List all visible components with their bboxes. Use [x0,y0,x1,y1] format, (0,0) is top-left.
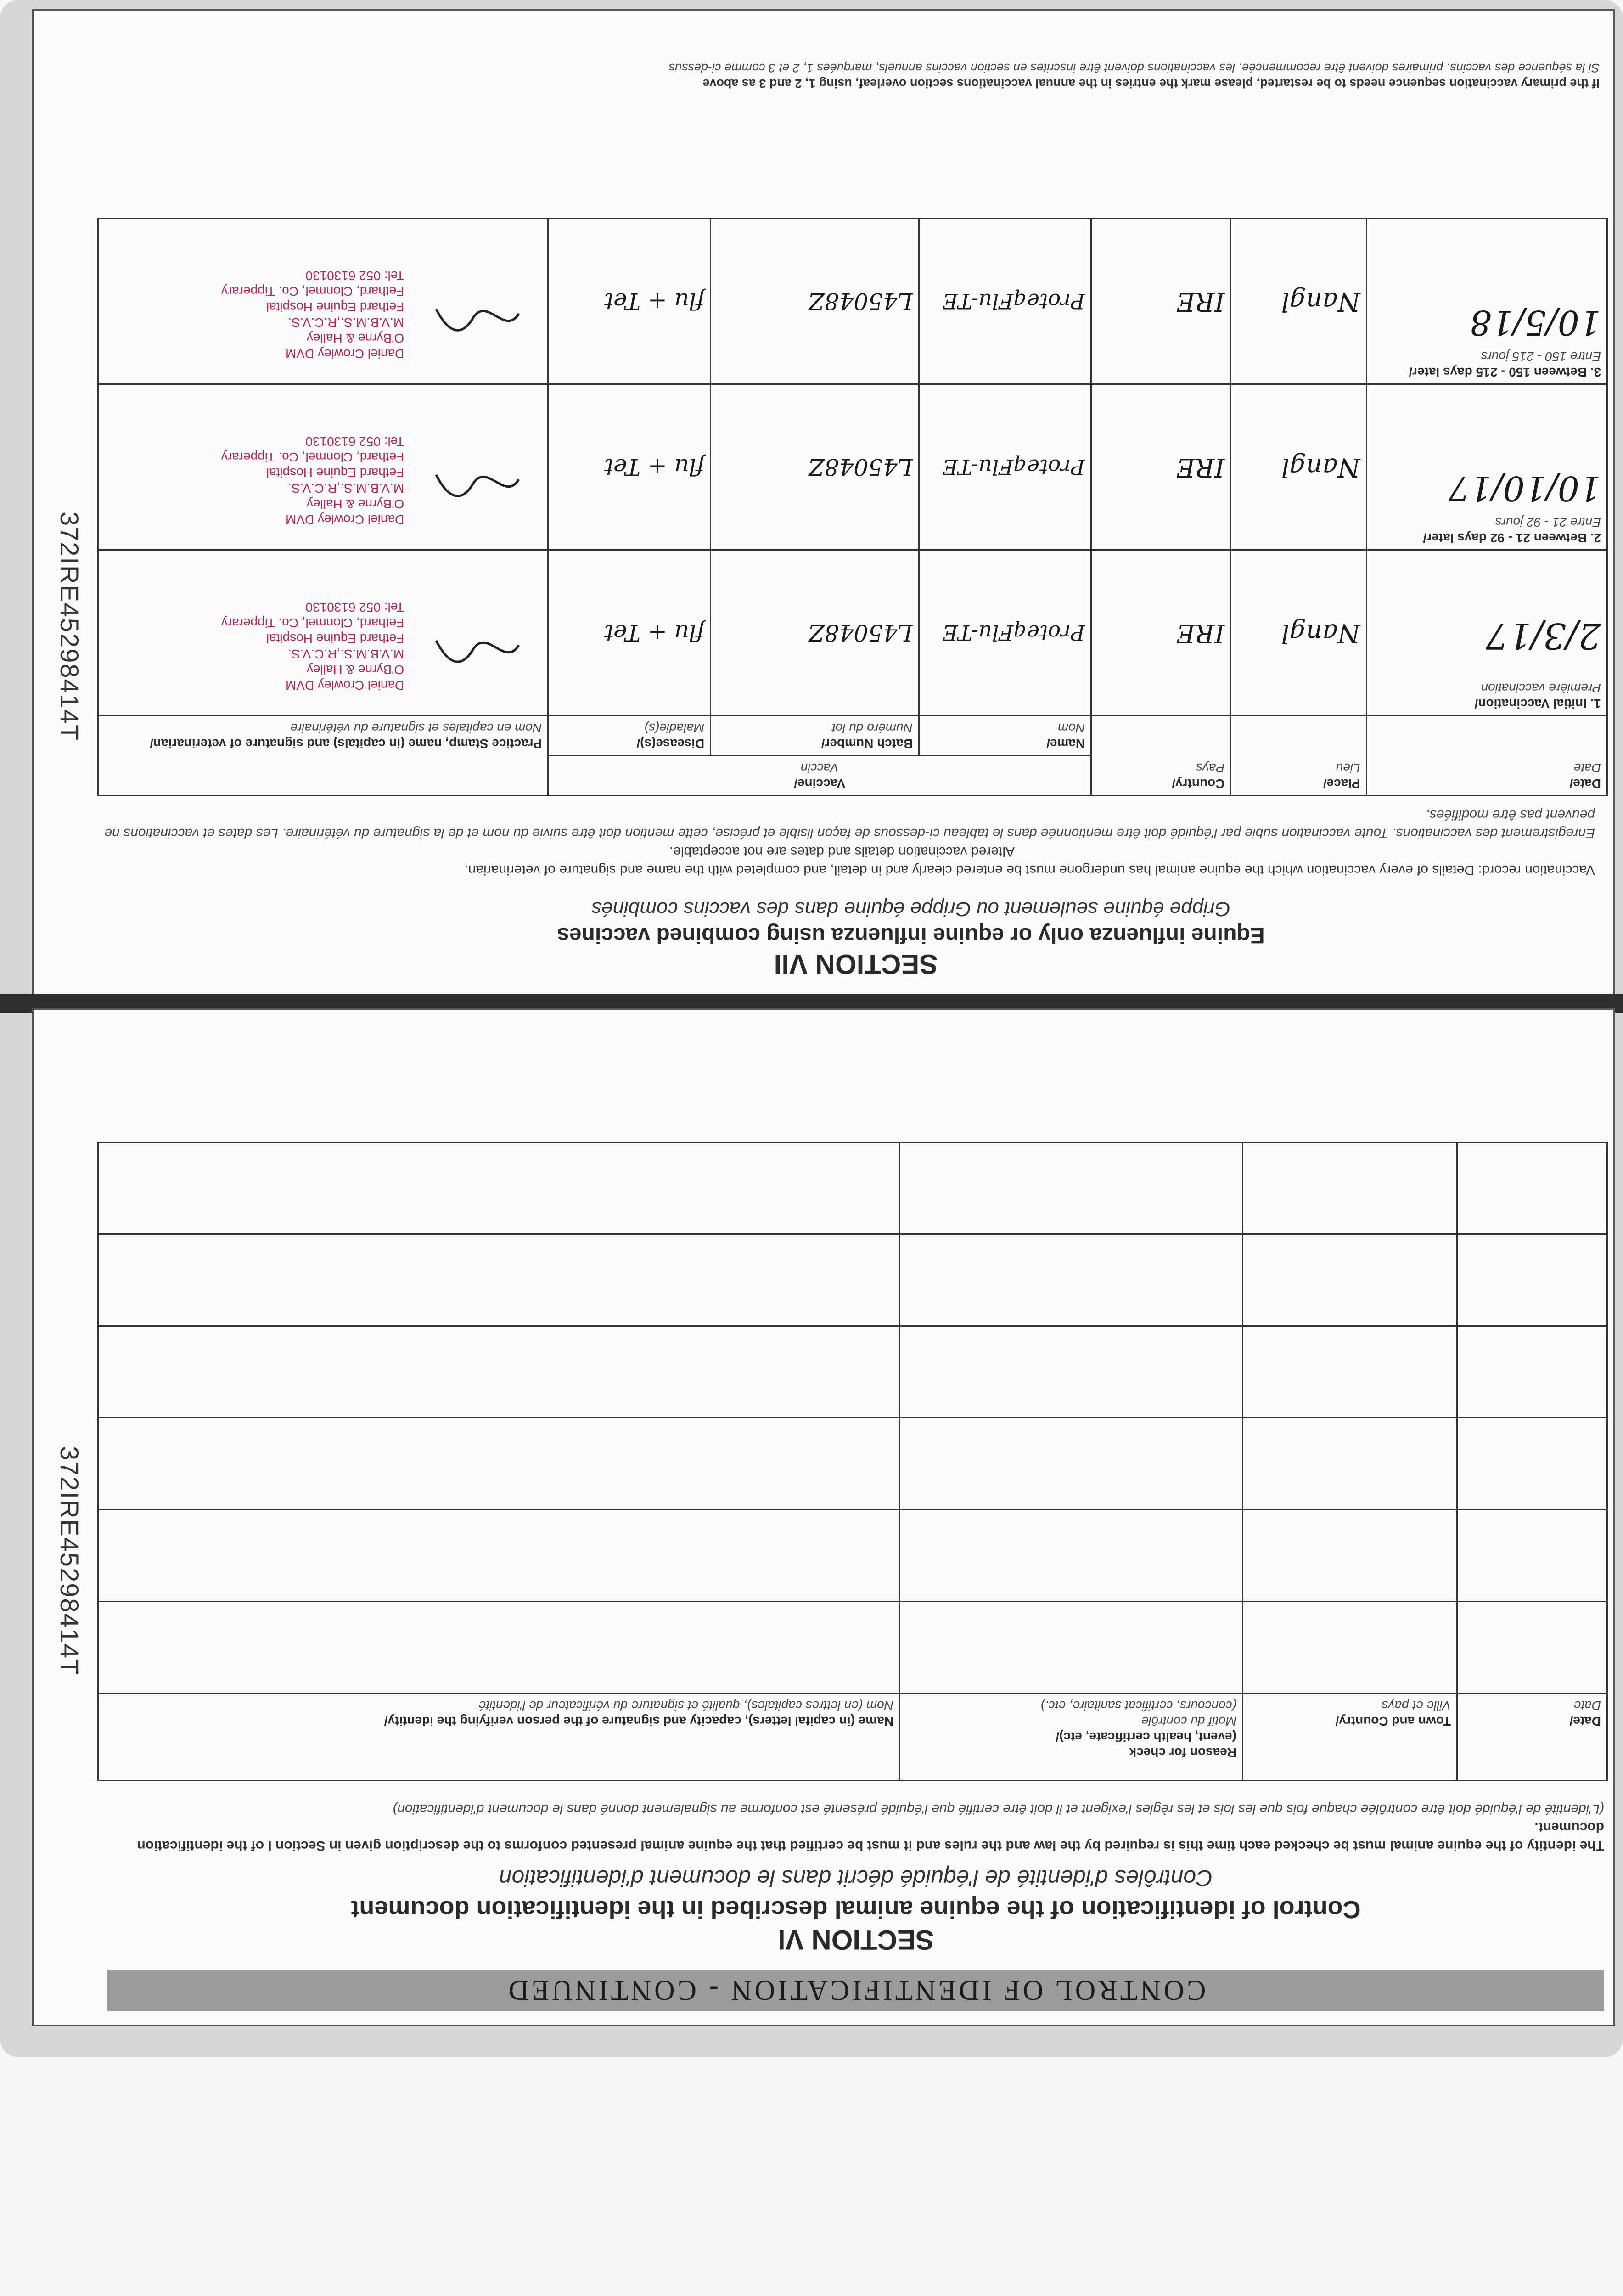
section-vi-title-fr: Contrôles d'identité de l'équidé décrit dans le document d'identification [499,1865,1213,1891]
empty-cell [1243,1326,1457,1418]
col-vaccine: Vaccine/ Vaccin [548,756,1091,796]
row-label: 1. Initial Vaccination/ [1474,697,1601,711]
vaccination-country: IRE [1091,219,1231,384]
row-label: 3. Between 150 - 215 days later/ [1409,365,1601,379]
section-vii-footnote-en: If the primary vaccination sequence needs to be restarted, please mark the entries in the annual vaccinations section overleaf, using 1, 2 and 3 as above [702,77,1600,90]
vet-stamp: Daniel Crowley DVM O'Byrne & Halley M.V.B.M.S.,R.C.V.S. Fethard Equine Hospital Fethard, Clonmel, Co. Tipperary Tel: 052 6130130 [98,219,548,384]
empty-cell [1457,1234,1607,1326]
row-label-fr: Entre 150 - 215 jours [1481,349,1601,364]
section-vi-intro [89,1800,1604,1855]
section-vii-intro-altered: Altered vaccination details and dates are not acceptable. [669,844,1015,859]
empty-cell [1243,1602,1457,1694]
section-vii-intro [89,805,1595,879]
section-vi-intro-en: The identity of the equine animal must be checked each time this is required by the law and the rules and it must be certified that the equine animal presented conforms to the description given in Section I of the identification document. [137,1820,1604,1853]
vaccine-name: ProteqFlu-TE [919,550,1091,716]
identity-check-header-row [98,1694,1607,1781]
row-date-cell [1366,219,1607,384]
vaccination-place: Nangl [1231,384,1366,550]
vet-signature-icon [432,461,523,502]
vaccination-table [97,218,1608,796]
row-date-cell [1366,550,1607,716]
vaccination-date: 10/5/18 [1470,303,1601,342]
row-label-fr: Entre 21 - 92 jours [1495,515,1601,529]
vaccine-name: ProteqFlu-TE [919,384,1091,550]
col-check-date: Date/ Date [1457,1694,1607,1781]
section-vi-heading: SECTION VI [777,1925,934,1955]
empty-cell [900,1142,1243,1234]
empty-cell [1457,1510,1607,1602]
col-batch: Batch Number/ Numéro du lot [711,716,919,756]
page-section-vii [32,9,1615,1000]
col-country: Country/ Pays [1091,716,1231,796]
col-place: Place/ Lieu [1231,716,1366,796]
col-disease: Disease(s)/ Maladie(s) [548,716,711,756]
vaccination-place: Nangl [1231,219,1366,384]
col-stamp: Practice Stamp, name (in capitals) and signature of veterinarian/ Nom en capitales et signature du vétérinaire [98,716,548,796]
document-id-lower: 372IRE45298414T [55,1446,84,1676]
empty-cell [1457,1142,1607,1234]
section-vii-title-fr: Grippe équine seulement ou Grippe équine dans des vaccins combinés [591,898,1230,920]
vaccination-row [98,219,1607,384]
document-id-upper: 372IRE45298414T [55,512,84,742]
vet-stamp: Daniel Crowley DVM O'Byrne & Halley M.V.B.M.S.,R.C.V.S. Fethard Equine Hospital Fethard, Clonmel, Co. Tipperary Tel: 052 6130130 [98,384,548,550]
vaccination-header-row [98,756,1607,796]
empty-cell [1243,1142,1457,1234]
empty-cell [1457,1326,1607,1418]
empty-cell [1243,1418,1457,1510]
identity-check-row [98,1142,1607,1234]
identity-check-table [97,1142,1608,1781]
vaccine-disease: flu + Tet [548,384,711,550]
col-verifier: Name (in capital letters), capacity and signature of the person verifying the identity/ Nom (en lettres capitales), qualité et signature du vérificateur de l'identité [98,1694,900,1781]
vaccine-disease: flu + Tet [548,219,711,384]
vet-signature-icon [432,627,523,668]
empty-cell [98,1510,900,1602]
identity-check-row [98,1602,1607,1694]
section-vii-title: Equine influenza only or equine influenza using combined vaccines [557,923,1265,947]
identity-check-row [98,1326,1607,1418]
vaccination-country: IRE [1091,550,1231,716]
col-town-country: Town and Country/ Ville et pays [1243,1694,1457,1781]
page-section-vii-rotated [34,11,1613,998]
empty-cell [98,1602,900,1694]
section-vii-intro-en: Vaccination record: Details of every vaccination which the equine animal has undergone must be entered clearly and in detail, and completed with the name and signature of veterinarian. [464,862,1595,878]
section-vi-banner: CONTROL OF IDENTIFICATION - CONTINUED [107,1970,1604,2011]
identity-check-row [98,1234,1607,1326]
vaccination-row [98,550,1607,716]
row-label-fr: Première vaccination [1481,681,1601,695]
empty-cell [1243,1234,1457,1326]
empty-cell [98,1326,900,1418]
empty-cell [900,1418,1243,1510]
empty-cell [98,1142,900,1234]
empty-cell [98,1234,900,1326]
empty-cell [900,1602,1243,1694]
vaccination-country: IRE [1091,384,1231,550]
empty-cell [1457,1602,1607,1694]
vaccination-place: Nangl [1231,550,1366,716]
empty-cell [1243,1510,1457,1602]
vaccine-batch: L45048Z [711,219,919,384]
empty-cell [1457,1418,1607,1510]
empty-cell [98,1418,900,1510]
vaccination-date: 2/3/17 [1485,615,1601,656]
empty-cell [900,1234,1243,1326]
section-vii-footnote [84,60,1600,91]
row-date-cell [1366,384,1607,550]
section-vii-heading: SECTION VII [774,949,938,979]
vaccination-date: 10/10/17 [1448,468,1601,508]
col-reason: Reason for check (event, health certificate, etc)/ Motif du contrôle (concours, certificat sanitaire, etc.) [900,1694,1243,1781]
empty-cell [900,1510,1243,1602]
vaccine-batch: L45048Z [711,384,919,550]
identity-check-row [98,1510,1607,1602]
page-section-vi [32,1008,1615,2026]
vaccine-disease: flu + Tet [548,550,711,716]
page-section-vi-rotated [34,1010,1613,2025]
vet-signature-icon [432,295,523,337]
section-vi-title: Control of identification of the equine animal described in the identification document [351,1896,1361,1923]
section-vii-intro-fr: Enregistrement des vaccinations. Toute vaccination subie par l'équidé doit être mentionnée dans le tableau ci-dessous de façon lisible et précise, cette mention doit être suivie du nom et de la signature du vétérinaire. Les dates et vaccinations ne peuvent pas être modifiées. [104,807,1595,841]
row-label: 2. Between 21 - 92 days later/ [1423,531,1601,545]
empty-cell [900,1326,1243,1418]
section-vii-footnote-fr: Si la séquence des vaccins, primaires doivent être recommencée, les vaccinations doivent être inscrites en section vaccins annuels, marquées 1, 2 et 3 comme ci-dessus [668,61,1600,75]
vaccination-row [98,384,1607,550]
col-date: Date/ Date [1366,716,1607,796]
vaccine-batch: L45048Z [711,550,919,716]
col-vaccine-name: Name/ Nom [919,716,1091,756]
vet-stamp: Daniel Crowley DVM O'Byrne & Halley M.V.B.M.S.,R.C.V.S. Fethard Equine Hospital Fethard, Clonmel, Co. Tipperary Tel: 052 6130130 [98,550,548,716]
vaccine-name: ProteqFlu-TE [919,219,1091,384]
section-vi-intro-fr: (L'identité de l'équidé doit être contrôlée chaque fois que les lois et les règles l'exigent et il doit être certifié que l'équidé présenté est conforme au signalement donné dans le document d'identification) [393,1801,1604,1817]
identity-check-row [98,1418,1607,1510]
